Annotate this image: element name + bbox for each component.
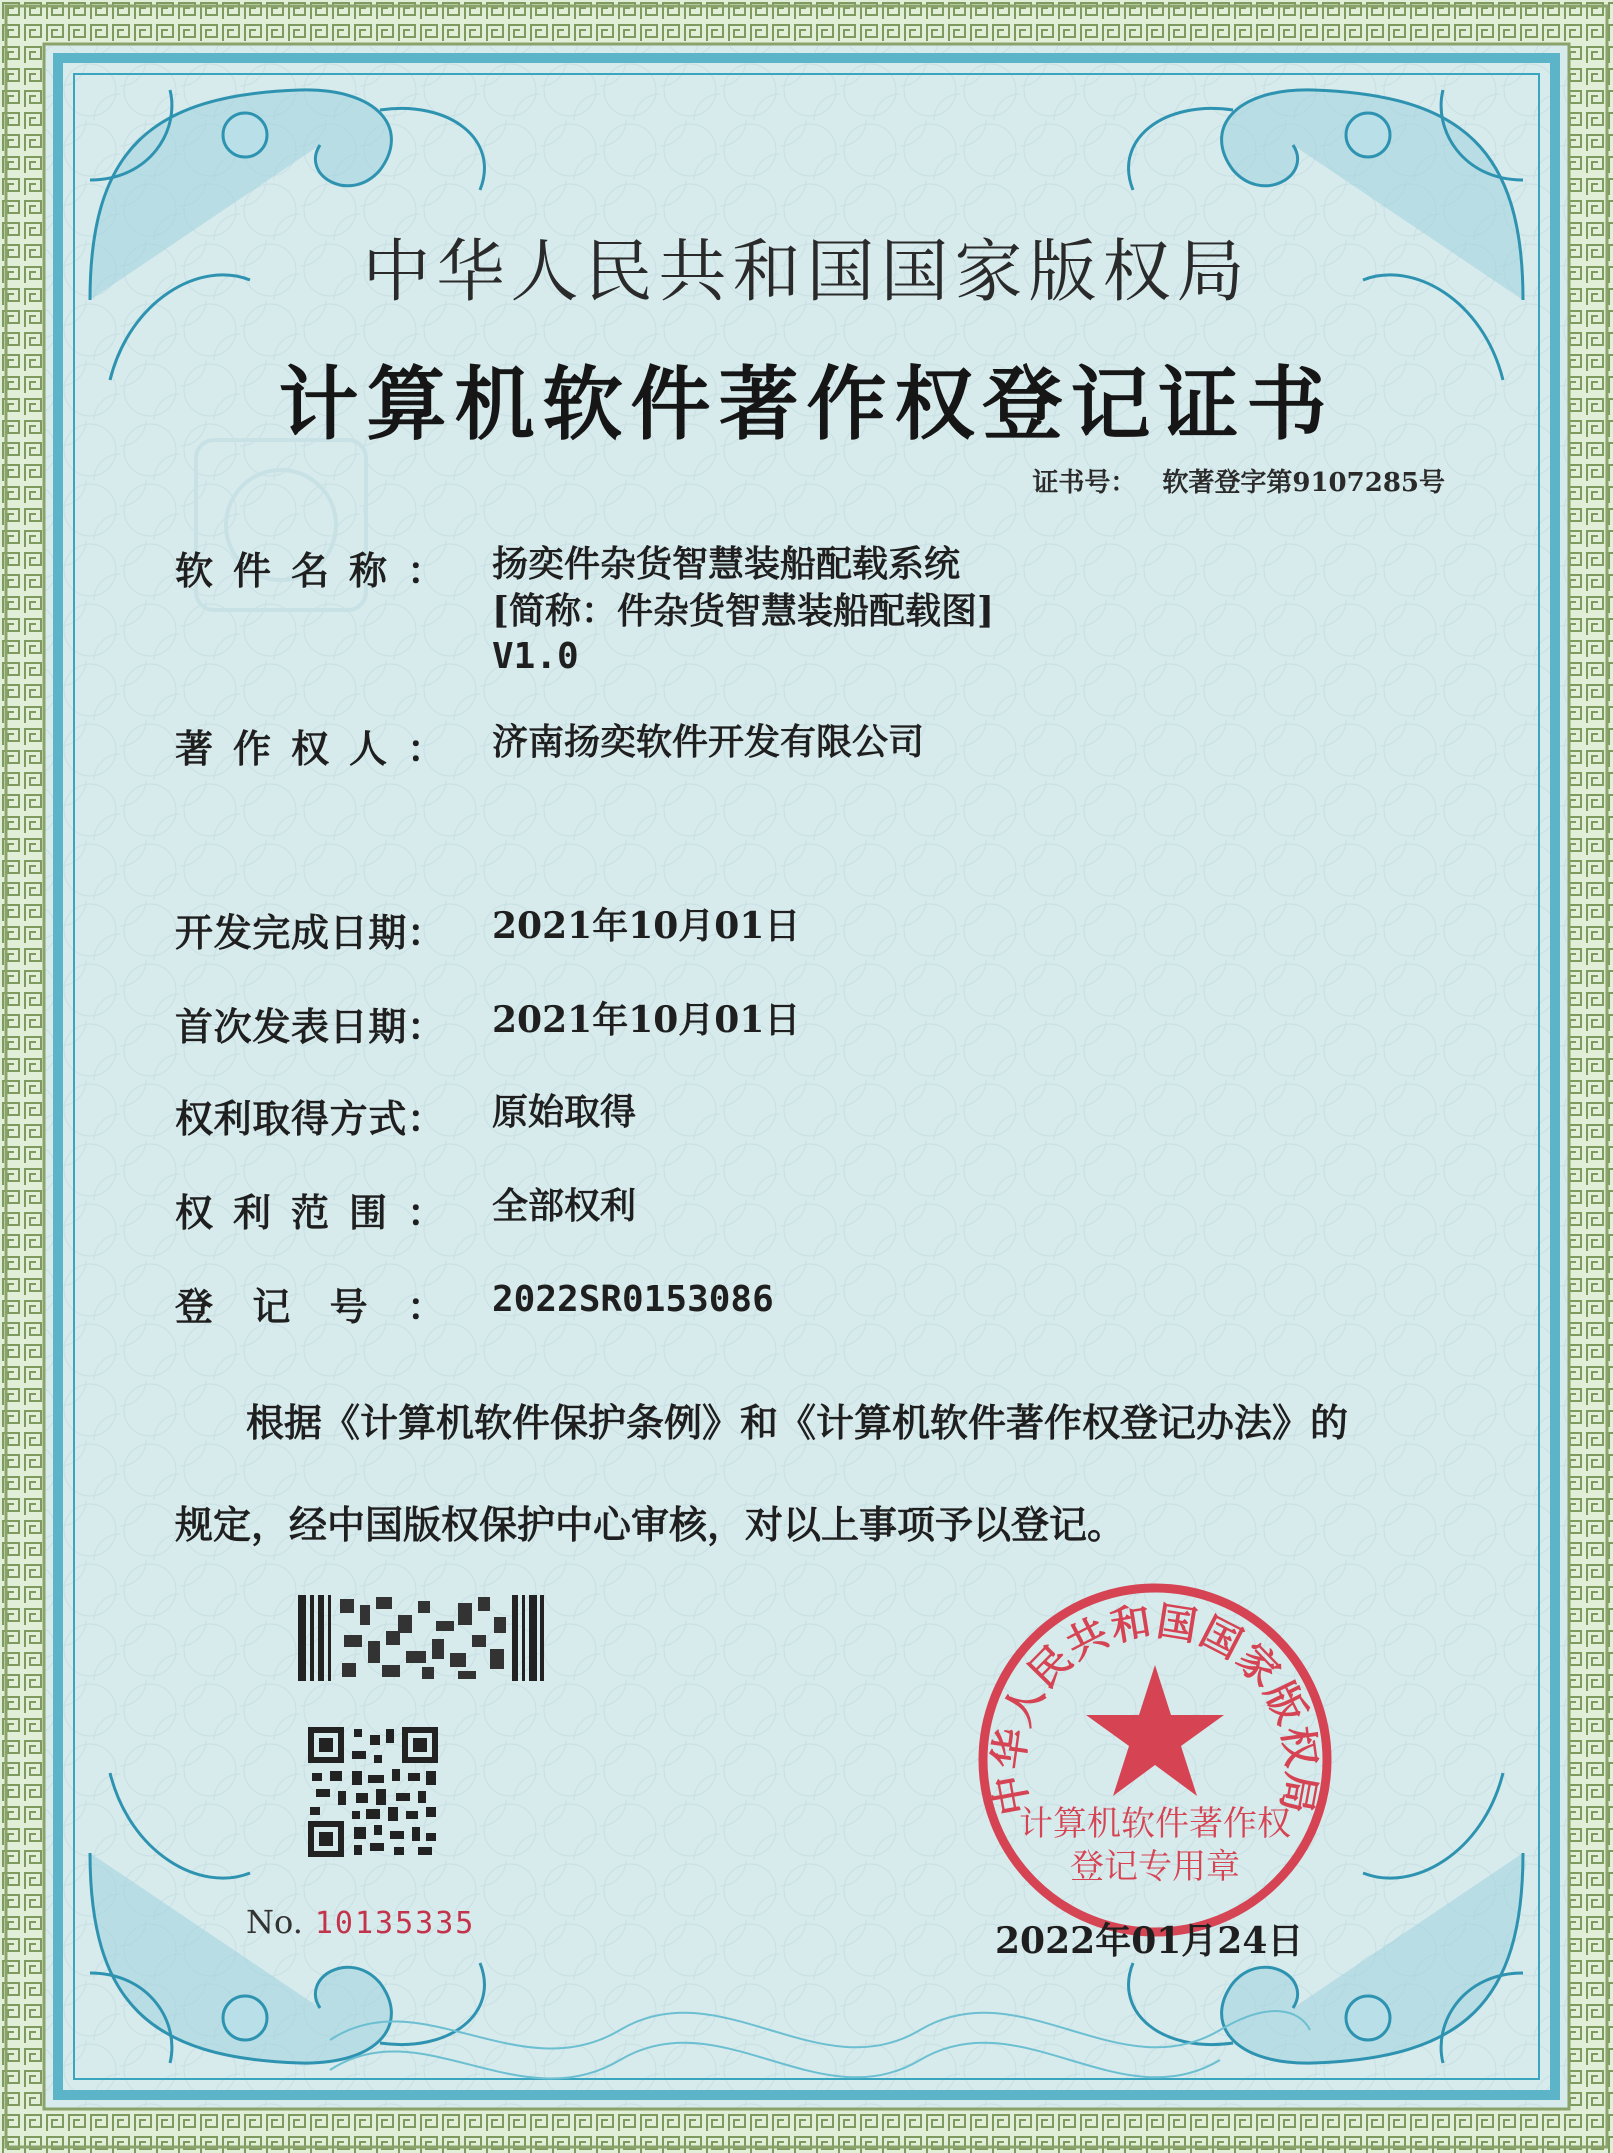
first-publication-date-label: 首次发表日期： <box>175 1004 445 1049</box>
software-name-line-1: 扬奕件杂货智慧装船配载系统 <box>492 543 961 585</box>
software-name-line-3: V1.0 <box>492 636 579 677</box>
completion-date-label: 开发完成日期： <box>175 910 445 955</box>
acquisition-method-label: 权利取得方式： <box>175 1096 445 1141</box>
registration-number-label: 登记号： <box>175 1284 445 1329</box>
software-name-label: 软件名称： <box>175 548 445 593</box>
registration-number-value: 2022SR0153086 <box>492 1279 774 1320</box>
copyright-owner-value: 济南扬奕软件开发有限公司 <box>492 721 925 763</box>
serial-number-row <box>246 1903 475 1941</box>
seal-ring-text: 中华人民共和国国家版权局 <box>985 1598 1325 1819</box>
copyright-owner-label: 著作权人： <box>175 726 445 771</box>
legal-basis-line-1: 根据《计算机软件保护条例》和《计算机软件著作权登记办法》的 <box>246 1400 1349 1445</box>
issue-date: 2022年01月24日 <box>995 1920 1304 1962</box>
issuing-authority: 中华人民共和国国家版权局 <box>362 233 1251 312</box>
rights-scope-label: 权利范围： <box>175 1190 445 1235</box>
acquisition-method-value: 原始取得 <box>492 1091 637 1133</box>
completion-date-value: 2021年10月01日 <box>492 905 801 947</box>
official-seal <box>965 1570 1345 1950</box>
legal-basis-line-2: 规定，经中国版权保护中心审核，对以上事项予以登记。 <box>175 1502 1126 1547</box>
qr-code-icon <box>308 1727 438 1857</box>
software-name-line-2: [简称：件杂货智慧装船配载图] <box>492 590 995 632</box>
certificate-number-label: 证书号： <box>1032 468 1137 498</box>
barcode-icon <box>298 1595 546 1681</box>
seal-line-2: 登记专用章 <box>1070 1847 1240 1887</box>
seal-line-1: 计算机软件著作权 <box>1019 1804 1291 1844</box>
star-icon <box>1086 1665 1224 1796</box>
certificate-number-row <box>1032 462 1445 499</box>
serial-prefix: No. <box>246 1903 303 1941</box>
first-publication-date-value: 2021年10月01日 <box>492 999 801 1041</box>
certificate-number-value: 软著登字第9107285号 <box>1162 468 1445 498</box>
rights-scope-value: 全部权利 <box>492 1185 637 1227</box>
certificate-title: 计算机软件著作权登记证书 <box>278 357 1335 451</box>
serial-number-value: 10135335 <box>314 1906 476 1941</box>
